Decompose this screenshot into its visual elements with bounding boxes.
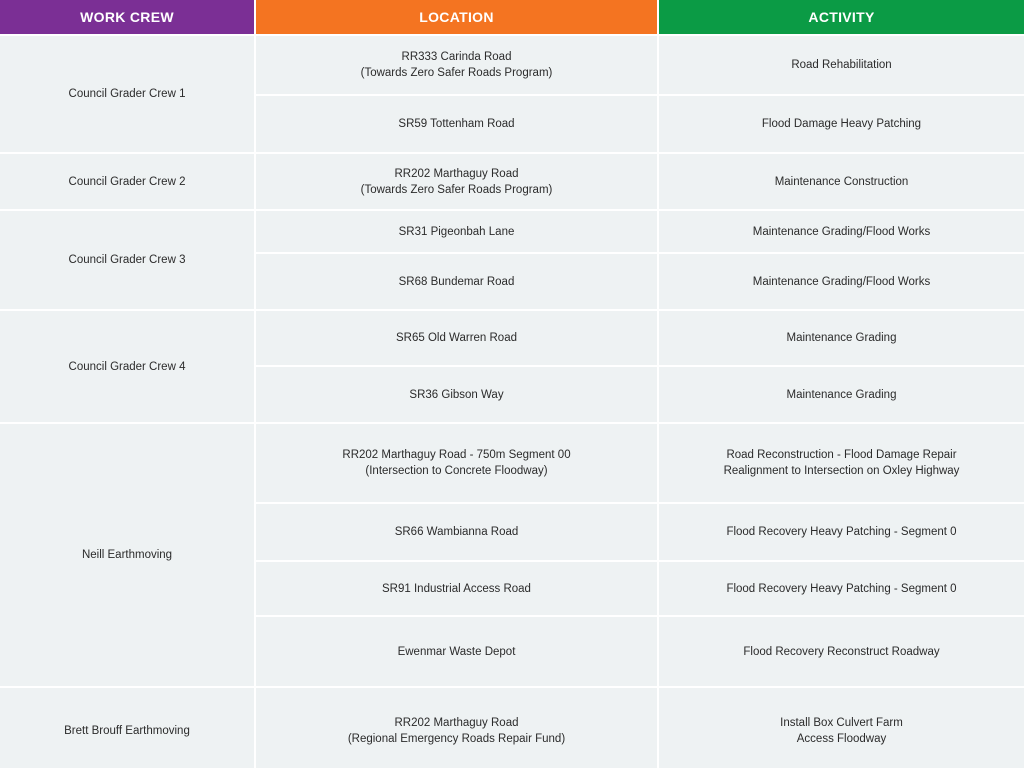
location-cell bbox=[256, 311, 657, 365]
work-crew-cell bbox=[0, 311, 254, 422]
work-crew-cell bbox=[0, 688, 254, 768]
activity-cell bbox=[659, 367, 1024, 422]
location-cell-text: RR202 Marthaguy Road (Towards Zero Safer Roads Program) bbox=[360, 167, 553, 196]
activity-cell-text: Flood Damage Heavy Patching bbox=[761, 118, 922, 130]
location-cell-text: Ewenmar Waste Depot bbox=[397, 645, 516, 658]
location-cell-text: SR68 Bundemar Road bbox=[398, 275, 515, 288]
activity-cell-text: Road Reconstruction - Flood Damage Repair Realignment to Intersection on Oxley Highway bbox=[723, 449, 960, 477]
work-crew-cell bbox=[0, 211, 254, 309]
location-cell bbox=[256, 562, 657, 615]
activity-cell-text: Road Rehabilitation bbox=[791, 59, 892, 71]
location-cell-text: RR202 Marthaguy Road (Regional Emergency Roads Repair Fund) bbox=[347, 716, 566, 745]
activity-cell-text: Maintenance Grading/Flood Works bbox=[752, 275, 931, 288]
activity-cell-text: Maintenance Grading bbox=[786, 332, 897, 344]
work-crew-cell-text: Council Grader Crew 2 bbox=[68, 175, 186, 188]
location-cell bbox=[256, 367, 657, 422]
activity-cell bbox=[659, 424, 1024, 502]
work-crew-cell bbox=[0, 154, 254, 209]
activity-cell bbox=[659, 211, 1024, 252]
location-cell bbox=[256, 504, 657, 560]
activity-cell-text: Maintenance Grading bbox=[786, 388, 897, 401]
activity-cell bbox=[659, 36, 1024, 94]
work-crew-cell-text: Council Grader Crew 3 bbox=[68, 254, 186, 266]
work-crew-cell-text: Brett Brouff Earthmoving bbox=[64, 724, 190, 737]
work-crew-cell-text: Neill Earthmoving bbox=[81, 549, 173, 561]
location-cell bbox=[256, 211, 657, 252]
location-cell-text: SR66 Wambianna Road bbox=[394, 526, 519, 538]
location-cell-text: SR91 Industrial Access Road bbox=[382, 582, 531, 595]
location-cell-text: SR59 Tottenham Road bbox=[398, 118, 515, 130]
header-location bbox=[256, 0, 657, 34]
activity-cell bbox=[659, 617, 1024, 686]
work-crew-cell bbox=[0, 424, 254, 686]
header-activity bbox=[659, 0, 1024, 34]
location-cell bbox=[256, 154, 657, 209]
header-work-crew bbox=[0, 0, 254, 34]
activity-cell-text: Flood Recovery Heavy Patching - Segment 0 bbox=[726, 526, 957, 538]
activity-cell bbox=[659, 688, 1024, 768]
activity-cell-text: Maintenance Construction bbox=[774, 175, 909, 188]
work-crew-cell-text: Council Grader Crew 1 bbox=[68, 88, 186, 100]
activity-cell bbox=[659, 504, 1024, 560]
location-cell-text: RR202 Marthaguy Road - 750m Segment 00 (Intersection to Concrete Floodway) bbox=[342, 449, 571, 477]
header-location-label: LOCATION bbox=[419, 9, 494, 25]
location-cell bbox=[256, 36, 657, 94]
activity-cell-text: Install Box Culvert Farm Access Floodway bbox=[780, 716, 903, 745]
location-cell bbox=[256, 254, 657, 309]
activity-cell bbox=[659, 311, 1024, 365]
activity-cell bbox=[659, 562, 1024, 615]
header-activity-label: ACTIVITY bbox=[808, 9, 875, 25]
activity-cell-text: Flood Recovery Heavy Patching - Segment 0 bbox=[726, 582, 957, 595]
location-cell bbox=[256, 424, 657, 502]
activity-cell-text: Flood Recovery Reconstruct Roadway bbox=[743, 645, 940, 658]
location-cell bbox=[256, 96, 657, 152]
work-crew-cell bbox=[0, 36, 254, 152]
activity-cell bbox=[659, 96, 1024, 152]
work-crew-cell-text: Council Grader Crew 4 bbox=[68, 360, 186, 373]
header-work-crew-label: WORK CREW bbox=[80, 9, 174, 25]
location-cell-text: RR333 Carinda Road (Towards Zero Safer Roads Program) bbox=[360, 51, 553, 79]
location-cell bbox=[256, 688, 657, 768]
activity-cell bbox=[659, 154, 1024, 209]
location-cell-text: SR31 Pigeonbah Lane bbox=[398, 225, 515, 238]
location-cell-text: SR65 Old Warren Road bbox=[395, 332, 517, 344]
location-cell-text: SR36 Gibson Way bbox=[409, 388, 504, 401]
location-cell bbox=[256, 617, 657, 686]
activity-cell bbox=[659, 254, 1024, 309]
activity-cell-text: Maintenance Grading/Flood Works bbox=[752, 225, 931, 238]
